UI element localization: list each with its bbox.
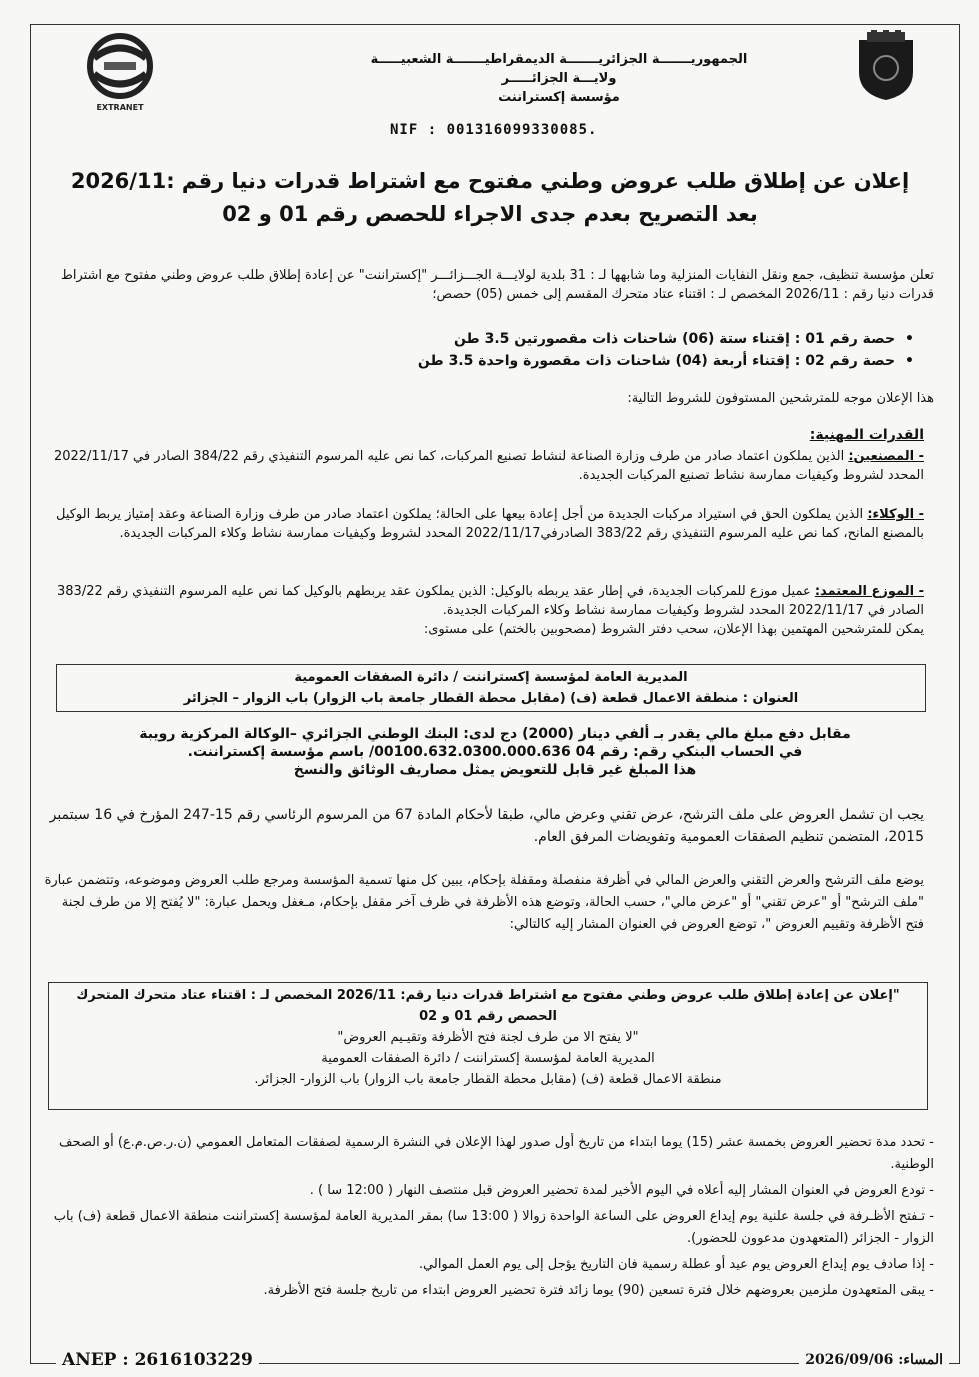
envelope-line-3: "لا يفتح الا من طرف لجنة فتح الأظرفة وتقيـيم العروض" [337, 1030, 639, 1045]
logo-text: EXTRANET [96, 103, 144, 112]
condition-item: - إذا صادف يوم إيداع العروض يوم عيد أو عطلة رسمية فان التاريخ يؤجل إلى يوم العمل الموالي. [418, 1257, 934, 1272]
payment-block [60, 725, 930, 779]
manufacturers-text: الذين يملكون اعتماد صادر من طرف وزارة الصناعة لنشاط تصنيع المركبات، كما نص عليه المرسوم التنفيذي رقم 384/22 الصادر في 2022/11/17 المحدد لشروط وكيفيات ممارسة نشاط تصنيع المركبات الجديدة. [53, 449, 924, 483]
manufacturers-paragraph [44, 447, 924, 485]
envelope-line-1: "إعلان عن إعادة إطلاق طلب عروض وطني مفتوح مع اشتراط قدرات دنيا رقم: 2026/11 المخصص لـ : اقتناء عتاد متحرك المتحرك [76, 988, 900, 1003]
distributor-paragraph [44, 582, 924, 639]
manufacturers-label: - المصنعين: [848, 449, 924, 464]
envelope-line-4: المديرية العامة لمؤسسة إكستراننت / دائرة الصفقات العمومية [321, 1051, 655, 1066]
envelope-line-2: الحصص رقم 01 و 02 [419, 1009, 557, 1024]
envelope-box [48, 982, 928, 1110]
address-line-1: المديرية العامة لمؤسسة إكستراننت / دائرة الصفقات العمومية [294, 670, 688, 685]
company-logo [80, 28, 160, 114]
distributor-text: عميل موزع للمركبات الجديدة، في إطار عقد يربطه بالوكيل: الذين يملكون عقد يربطهم بالوكيل كما نص عليه المرسوم التنفيذي رقم 383/22 الصادر في 2022/11/17 المحدد لشروط وكيفيات ممارسة نشاط وكلاء المركبات الجديدة. [57, 584, 924, 618]
header-wilaya: ولايـــة الجزائـــــر [501, 71, 617, 86]
withdraw-text: يمكن للمترشحين المهتمين بهذا الإعلان، سحب دفتر الشروط (مصحوبين بالختم) على مستوى: [423, 622, 924, 637]
announcement-title [40, 165, 940, 231]
conditions-list [44, 1132, 934, 1306]
title-line-2: بعد التصريح بعدم جدى الاجراء للحصص رقم 01 و 02 [222, 202, 758, 226]
condition-item: - تودع العروض في العنوان المشار إليه أعلاه في اليوم الأخير لمدة تحضير العروض قبل منتصف النهار ( 12:00 سا ) . [309, 1183, 934, 1198]
header-republic: الجمهوريـــــــة الجزائريـــــــة الديمقراطيـــــــة الشعبيـــــة [370, 52, 748, 67]
lot-item-1: • حصة رقم 01 : إقتناء ستة (06) شاحنات ذات مقصورتين 3.5 طن [44, 328, 914, 350]
header-company: مؤسسة إكستراننت [498, 90, 620, 105]
wilaya-emblem [855, 30, 917, 102]
address-box [56, 664, 926, 712]
distributor-label: - الموزع المعتمد: [814, 584, 924, 599]
anep-number: ANEP : 2616103229 [56, 1350, 259, 1370]
lot-item-2: • حصة رقم 02 : إقتناء أربعة (04) شاحنات ذات مقصورة واحدة 3.5 طن [44, 350, 914, 372]
audience-text: هذا الإعلان موجه للمترشحين المستوفون للشروط التالية: [627, 391, 934, 406]
title-line-1: إعلان عن إطلاق طلب عروض وطني مفتوح مع اشتراط قدرات دنيا رقم :2026/11 [70, 169, 910, 193]
lots-list [44, 328, 914, 372]
payment-line-2: في الحساب البنكي رقم: رقم 04 00100.632.0300.000.636/ باسم مؤسسة إكستراننت. [187, 744, 803, 760]
agents-text: الذين يملكون الحق في استيراد مركبات الجديدة من أجل إعادة بيعها على الحالة؛ يملكون اعتماد صادر من طرف وزارة الصناعة وعقد إمتياز يربط الوكيل بالمصنع المانح، كما نص عليه المرسوم التنفيذي رقم 383/22 الصادرفي2022/11/17 المحدد لشروط وكيفيات ممارسة نشاط وكلاء المركبات الجديدة. [55, 507, 924, 541]
condition-item: - تـفتح الأظـرفة في جلسة علنية يوم إيداع العروض على الساعة الواحدة زوالا ( 13:00 سا) بمقر المديرية العامة لمؤسسة إكستراننت منطقة الاعمال قطعة (ف) باب الزوار - الجزائر (المتعهدون مدعوون للحضور). [53, 1209, 934, 1246]
header-block [349, 50, 769, 107]
condition-item: - يبقى المتعهدون ملزمين بعروضهم خلال فترة تسعين (90) يوما زائد فترة تحضير العروض ابتداء من تاريخ جلسة فتح الأظرفة. [263, 1283, 934, 1298]
offers-content-paragraph: يجب ان تشمل العروض على ملف الترشح، عرض تقني وعرض مالي، طبقا لأحكام المادة 67 من المرسوم الرئاسي رقم 15-247 المؤرخ في 16 سبتمبر 2015، المتضمن تنظيم الصفقات العمومية وتفويضات المرفق العام. [49, 807, 924, 845]
nif-number: NIF : 001316099330085. [390, 122, 598, 138]
payment-line-1: مقابل دفع مبلغ مالي يقدر بـ ألفي دينار (2000) دج لدى: البنك الوطني الجزائري –الوكالة المركزية رويبة [139, 726, 851, 742]
condition-item: - تحدد مدة تحضير العروض بخمسة عشر (15) يوما ابتداء من تاريخ أول صدور لهذا الإعلان في النشرة الرسمية لصفقات المتعامل العمومي (ن.ر.ص.م.ع) أو الصحف الوطنية. [59, 1135, 934, 1172]
envelope-line-5: منطقة الاعمال قطعة (ف) (مقابل محطة القطار جامعة باب الزوار) باب الزوار- الجزائر. [254, 1072, 722, 1087]
publication-date: المساء: 2026/09/06 [799, 1352, 949, 1368]
agents-label: - الوكلاء: [867, 507, 924, 522]
qualifications-title: القدرات المهنية: [809, 427, 924, 443]
agents-paragraph [44, 505, 924, 543]
offers-packing-paragraph: يوضع ملف الترشح والعرض التقني والعرض المالي في أظرفة منفصلة ومقفلة بإحكام، يبين كل منها تسمية المؤسسة ومرجع طلب العروض وموضوعه، وتتضمن عبارة "ملف الترشح" أو "عرض تقني" أو "عرض مالي"، حسب الحالة، وتوضع هذه الأظرفة في ظرف آخر مقفل بإحكام، مـغفل ويحمل عبارة: "لا يُفتح إلا من طرف لجنة فتح الأظرفة وتقييم العروض "، توضع العروض في العنوان المشار إليه كالتالي: [44, 873, 924, 932]
address-line-2: العنوان : منطقة الاعمال قطعة (ف) (مقابل محطة القطار جامعة باب الزوار) باب الزوار – الجزائر [183, 691, 799, 706]
payment-line-3: هذا المبلغ غير قابل للتعويض يمثل مصاريف الوثائق والنسخ [293, 762, 697, 778]
intro-paragraph: تعلن مؤسسة تنظيف، جمع ونقل النفايات المنزلية وما شابهها لـ : 31 بلدية لولايـــة الجـــزائـــر "إكستراننت" عن إعادة إطلاق طلب عروض وطني مفتوح مع اشتراط قدرات دنيا رقم : 2026/11 المخصص لـ : اقتناء عتاد متحرك المقسم إلى خمس (05) حصص؛ [60, 268, 934, 302]
